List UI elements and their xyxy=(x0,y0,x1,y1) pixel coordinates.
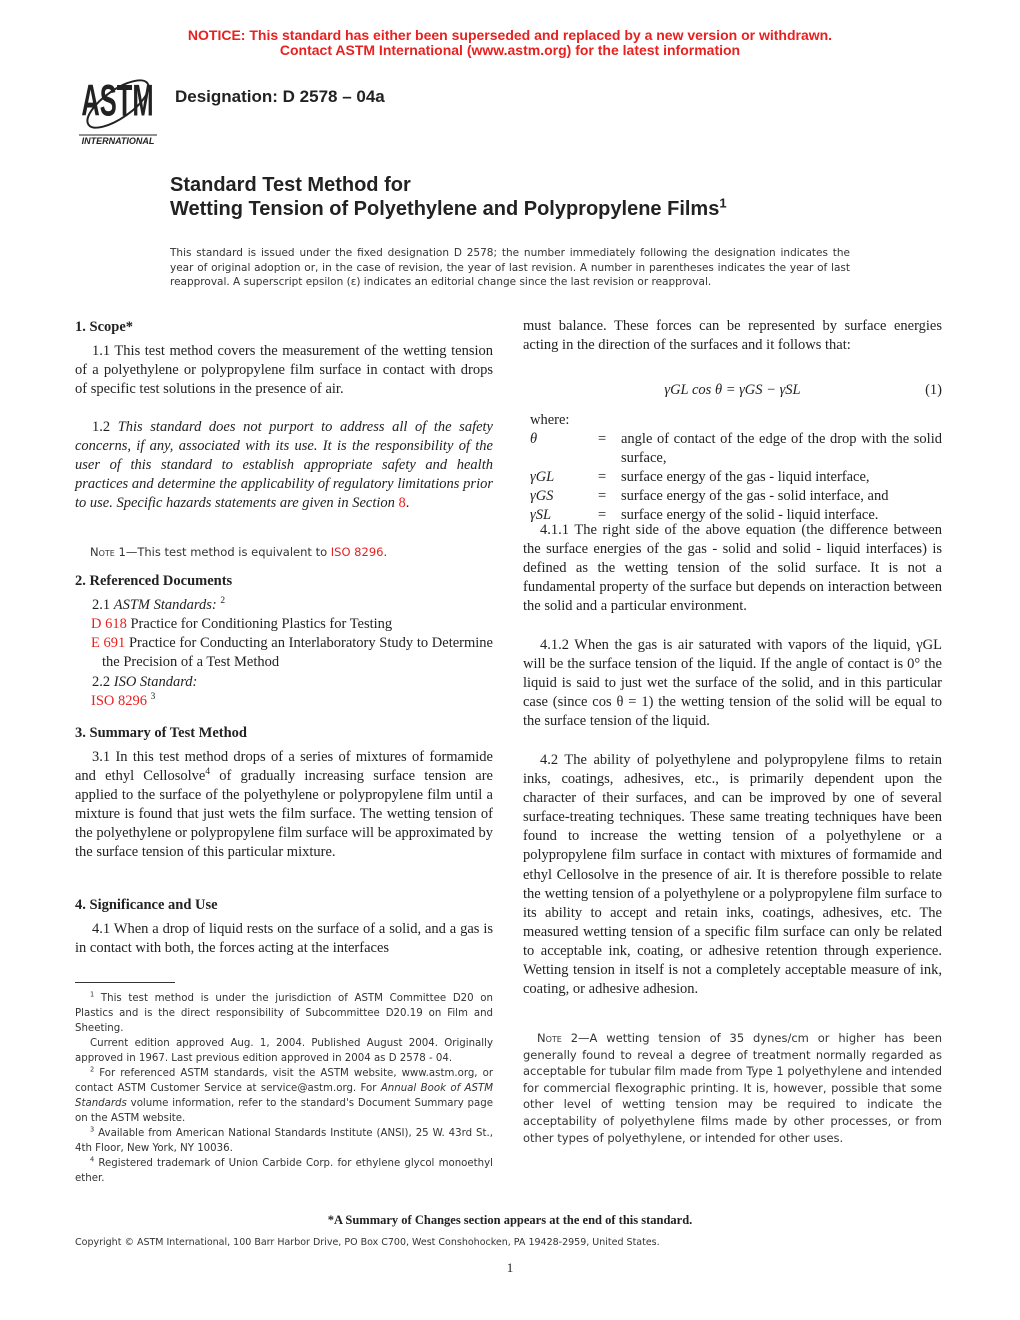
title-line-2 xyxy=(170,195,727,221)
para-1-2 xyxy=(75,418,493,513)
fn-text: Registered trademark of Union Carbide Corp. for ethylene glycol monoethyl ether. xyxy=(75,1158,493,1184)
para-num: 2.1 xyxy=(92,597,114,613)
def-text: surface energy of the gas - liquid interface, xyxy=(621,469,870,486)
def-text: surface energy of the gas - solid interface, and xyxy=(621,488,889,505)
summary-of-changes-note: *A Summary of Changes section appears at the end of this standard. xyxy=(327,1213,693,1227)
punct: . xyxy=(405,495,410,512)
definition xyxy=(530,430,942,468)
para-text: of gradually increasing surface tension are applied to the surface of the polyethylene or polypropylene film until a mixture is found that just wets the film surface. The wetting tension of the polyethylene or polypropylene film surface will be approximated by the surface tension of this particular mixture. xyxy=(75,768,493,861)
definition xyxy=(530,468,942,487)
fn-text: Available from American National Standards Institute (ANSI), 25 W. 43rd St., 4th Floor, New York, NY 10036. xyxy=(75,1128,493,1154)
def-symbol: γGS xyxy=(530,488,554,505)
para-4-1-2: 4.1.2 When the gas is air saturated with vapors of the liquid, γGL will be the surface tension of the liquid. If the angle of contact is 0° the liquid is said to just wet the surface of the solid, and in this particular case (since cos θ = 1) the wetting tension of the solid will be equal to the surface tension of the liquid. xyxy=(523,637,942,730)
para-num: 1.2 xyxy=(92,419,118,435)
title-text: Wetting Tension of Polyethylene and Polypropylene Films xyxy=(170,198,720,220)
def-eq: = xyxy=(598,469,607,486)
def-eq: = xyxy=(598,507,607,524)
para-text: 3.1 In this test method drops of a series of mixtures of formamide and ethyl Cellosolve xyxy=(75,749,493,785)
astm-standards-label: ASTM Standards: xyxy=(113,597,217,613)
para-4-2: 4.2 The ability of polyethylene and polypropylene films to retain inks, coatings, adhesives, etc., is primarily dependent upon the character of their surfaces, and can be improved by one of several surface-treating techniques. These same treating techniques have been found to increase the wetting tension of a polyethylene or a polypropylene film surface in contact with mixtures of formamide and ethyl Cellosolve in the presence of air. It is therefore possible to relate the wetting tension of a polyethylene or a polypropylene film surface to its ability to accept and retain inks, coatings, adhesives, etc. The measured wetting tension of a specific film surface can only be related to acceptable ink, coating, or adhesive retention through experience. Wetting tension in itself is not a completely acceptable measure of ink, coating, or adhesive adhesion. xyxy=(523,752,942,998)
para-1-2-text: This standard does not purport to address all of the safety concerns, if any, associated with its use. It is the responsibility of the user of this standard to establish appropriate safety and health practices and determine the applicability of regulatory limitations prior to use. Specific hazards statements are given in Section xyxy=(75,419,493,512)
note-1 xyxy=(90,544,493,561)
ref-title: Practice for Conducting an Interlaboratory Study to Determine the Precision of a Test Method xyxy=(102,635,493,671)
def-text: angle of contact of the edge of the drop with the solid surface, xyxy=(621,431,942,467)
note-text: —This test method is equivalent to xyxy=(125,545,331,559)
para-2-1 xyxy=(75,596,493,615)
def-symbol: θ xyxy=(530,431,538,447)
footnote-ref[interactable]: 3 xyxy=(150,692,156,703)
footnote-3 xyxy=(75,1126,493,1156)
section-4-heading: 4. Significance and Use xyxy=(75,897,218,913)
footnote-ref[interactable]: 2 xyxy=(220,596,226,607)
para-4-1: 4.1 When a drop of liquid rests on the surface of a solid, and a gas is in contact with both, the forces acting at the interfaces xyxy=(75,921,493,957)
punct: . xyxy=(383,545,388,559)
svg-text:ASTM: ASTM xyxy=(81,75,154,126)
para-4-1-cont: must balance. These forces can be represented by surface energies acting in the direction of the surfaces and it follows that: xyxy=(523,318,942,354)
equation-1: γGL cos θ = γGS − γSL xyxy=(664,382,801,398)
title-footnote-ref[interactable]: 1 xyxy=(719,195,727,211)
section-8-link[interactable]: 8 xyxy=(398,495,406,512)
designation: Designation: D 2578 – 04a xyxy=(175,87,385,106)
footnote-4 xyxy=(75,1156,493,1186)
svg-text:INTERNATIONAL: INTERNATIONAL xyxy=(81,136,155,146)
iso-8296-link[interactable]: ISO 8296 xyxy=(330,545,384,559)
fn-text: This test method is under the jurisdiction of ASTM Committee D20 on Plastics and is the direct responsibility of Subcommittee D20.19 on Film and Sheeting. xyxy=(75,993,493,1034)
note-text: —A wetting tension of 35 dynes/cm or higher has been generally found to reveal a degree of treatment normally regarded as acceptable for tubular film made from Type 1 polyethylene and intended for commercial flexographic printing. It is, however, possible that some other level of wetting tension may be required to indicate the acceptability of polyethylene films made by other processes, or from other types of polyethylene, or intended for other uses. xyxy=(523,1031,942,1145)
footnote-ref[interactable]: 4 xyxy=(205,767,211,778)
def-symbol: γGL xyxy=(530,469,555,486)
preamble: This standard is issued under the fixed designation D 2578; the number immediately following the designation indicates the year of original adoption or, in the case of revision, the year of last revision. A number in parentheses indicates the year of last reapproval. A superscript epsilon (ε) indicates an editorial change since the last revision or reapproval. xyxy=(170,247,850,288)
def-symbol: γSL xyxy=(530,507,552,524)
definitions xyxy=(530,430,942,525)
fn-text: Annual Book of ASTM Standards xyxy=(75,1083,493,1109)
ref-title: Practice for Conditioning Plastics for Testing xyxy=(130,616,393,632)
ref-iso-8296 xyxy=(91,692,493,711)
copyright: Copyright © ASTM International, 100 Barr Harbor Drive, PO Box C700, West Conshohocken, PA 19428-2959, United States. xyxy=(75,1237,660,1248)
para-num: 2.2 xyxy=(92,674,114,690)
e691-link[interactable]: E 691 xyxy=(91,635,126,651)
page-number: 1 xyxy=(506,1260,514,1275)
fn-num: 1 xyxy=(90,990,95,999)
note-label: Note 2 xyxy=(537,1031,579,1045)
definition xyxy=(530,487,942,506)
notice-line-1: NOTICE: This standard has either been superseded and replaced by a new version or withdrawn. xyxy=(187,27,833,43)
note-2 xyxy=(523,1030,942,1146)
iso-standard-label: ISO Standard: xyxy=(113,674,198,690)
section-3-heading: 3. Summary of Test Method xyxy=(75,725,247,741)
fn-text: For referenced ASTM standards, visit the ASTM website, www.astm.org, or contact ASTM Customer Service at service@astm.org. For xyxy=(75,1068,494,1094)
notice-line-2: Contact ASTM International (www.astm.org) for the latest information xyxy=(279,42,741,58)
fn-text: volume information, refer to the standard's Document Summary page on the ASTM website. xyxy=(75,1098,493,1124)
ref-e691 xyxy=(91,634,493,672)
para-3-1 xyxy=(75,748,493,863)
section-1-heading: 1. Scope* xyxy=(75,319,133,335)
ref-d618 xyxy=(91,615,493,634)
astm-logo xyxy=(77,74,159,146)
def-eq: = xyxy=(598,431,607,447)
para-2-2 xyxy=(75,673,493,692)
para-1-1: 1.1 This test method covers the measurement of the wetting tension of a polyethylene or polypropylene film surface in contact with drops of specific test solutions in the presence of air. xyxy=(75,343,493,398)
note-label: Note 1 xyxy=(90,545,126,559)
footnote-2 xyxy=(75,1066,493,1126)
footnote-1 xyxy=(75,991,493,1036)
title-line-1: Standard Test Method for xyxy=(170,174,411,196)
def-text: surface energy of the solid - liquid interface. xyxy=(621,507,879,524)
footnote-1-cont: Current edition approved Aug. 1, 2004. Published August 2004. Originally approved in 1967. Last previous edition approved in 2004 as D 2578 - 04. xyxy=(75,1038,493,1064)
footnote-divider xyxy=(75,982,175,983)
footnotes xyxy=(75,991,493,1186)
def-eq: = xyxy=(598,488,607,505)
fn-num: 2 xyxy=(90,1065,95,1074)
section-2-heading: 2. Referenced Documents xyxy=(75,573,233,589)
para-4-1-1: 4.1.1 The right side of the above equation (the difference between the surface energies of the gas - solid and solid - liquid interfaces) is defined as the wetting tension of the solid surface. It is not a fundamental property of the surface but depends on interaction between the solid and a particular environment. xyxy=(523,522,942,615)
fn-num: 3 xyxy=(90,1125,95,1134)
d618-link[interactable]: D 618 xyxy=(91,616,127,632)
equation-number: (1) xyxy=(925,382,942,398)
fn-num: 4 xyxy=(90,1155,95,1164)
where-label: where: xyxy=(530,412,570,428)
iso-8296-link[interactable]: ISO 8296 xyxy=(91,693,147,709)
